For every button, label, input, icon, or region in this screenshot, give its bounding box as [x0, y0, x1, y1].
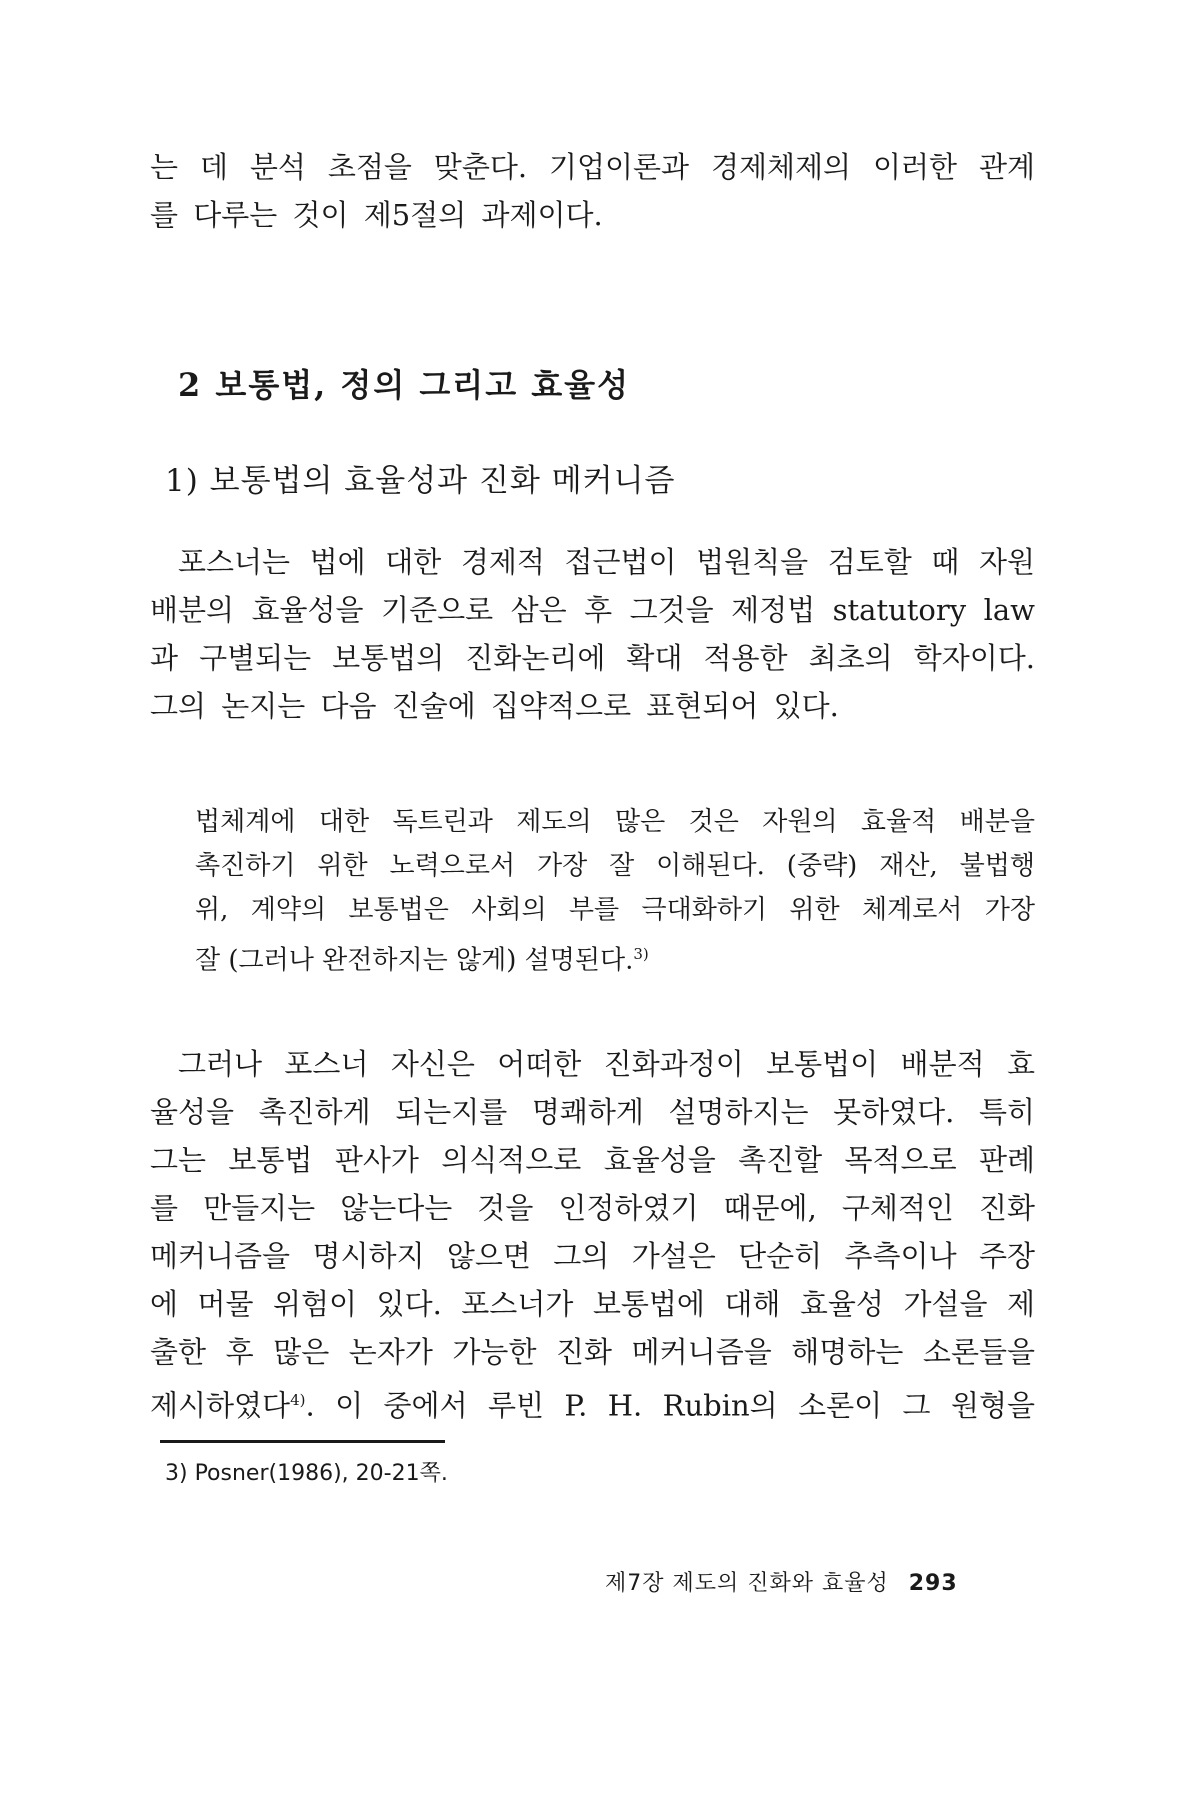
- footnote-ref-4: 4): [290, 1391, 306, 1409]
- para1-line-1: 포스너는 법에 대한 경제적 접근법이 법원칙을 검토할 때 자원: [178, 545, 1035, 579]
- quote-line-2: 촉진하기 위한 노력으로서 가장 잘 이해된다. (중략) 재산, 불법행: [195, 851, 1035, 881]
- quote-line-3: 위, 계약의 보통법은 사회의 부를 극대화하기 위한 체계로서 가장: [195, 895, 1035, 925]
- para2-line-1: 그러나 포스너 자신은 어떠한 진화과정이 보통법이 배분적 효: [178, 1047, 1035, 1081]
- footnote-3: 3) Posner(1986), 20-21쪽.: [165, 1461, 448, 1486]
- para2-line-5: 메커니즘을 명시하지 않으면 그의 가설은 단순히 추측이나 주장: [150, 1239, 1035, 1273]
- para2-line-8-start: 제시하였다: [150, 1388, 291, 1423]
- intro-line-1: 는 데 분석 초점을 맞춘다. 기업이론과 경제체제의 이러한 관계: [150, 150, 1035, 184]
- running-footer: [605, 1566, 958, 1597]
- paragraph-2: [150, 1040, 1035, 1430]
- quote-line-1: 법체계에 대한 독트린과 제도의 많은 것은 자원의 효율적 배분을: [195, 807, 1035, 837]
- para2-line-3: 그는 보통법 판사가 의식적으로 효율성을 촉진할 목적으로 판례: [150, 1143, 1035, 1177]
- block-quote: [195, 800, 1035, 983]
- para1-line-3: 과 구별되는 보통법의 진화논리에 확대 적용한 최초의 학자이다.: [150, 641, 1035, 675]
- quote-line-4-text: 잘 (그러나 완전하지는 않게) 설명된다.: [195, 945, 634, 976]
- footnote-divider: [160, 1440, 445, 1443]
- para1-line-2: 배분의 효율성을 기준으로 삼은 후 그것을 제정법 statutory law: [150, 593, 1035, 627]
- quote-line-4: [195, 932, 1035, 983]
- intro-line-2: 를 다루는 것이 제5절의 과제이다.: [150, 198, 603, 232]
- page-number: 293: [908, 1571, 958, 1596]
- chapter-title: 제7장 제도의 진화와 효율성: [605, 1571, 889, 1596]
- para2-line-8: [150, 1376, 1035, 1430]
- intro-paragraph: [150, 143, 1035, 239]
- paragraph-1: [150, 538, 1035, 730]
- para2-line-2: 율성을 촉진하게 되는지를 명쾌하게 설명하지는 못하였다. 특히: [150, 1095, 1035, 1129]
- footnote-ref-3: 3): [633, 945, 649, 963]
- para1-line-4: 그의 논지는 다음 진술에 집약적으로 표현되어 있다.: [150, 689, 839, 723]
- subsection-heading: 1) 보통법의 효율성과 진화 메커니즘: [165, 463, 676, 499]
- para2-line-6: 에 머물 위험이 있다. 포스너가 보통법에 대해 효율성 가설을 제: [150, 1287, 1035, 1321]
- section-heading: 2 보통법, 정의 그리고 효율성: [178, 366, 631, 404]
- para2-line-8-end: . 이 중에서 루빈 P. H. Rubin의 소론이 그 원형을: [305, 1388, 1035, 1423]
- para2-line-4: 를 만들지는 않는다는 것을 인정하였기 때문에, 구체적인 진화: [150, 1191, 1035, 1225]
- para2-line-7: 출한 후 많은 논자가 가능한 진화 메커니즘을 해명하는 소론들을: [150, 1335, 1035, 1369]
